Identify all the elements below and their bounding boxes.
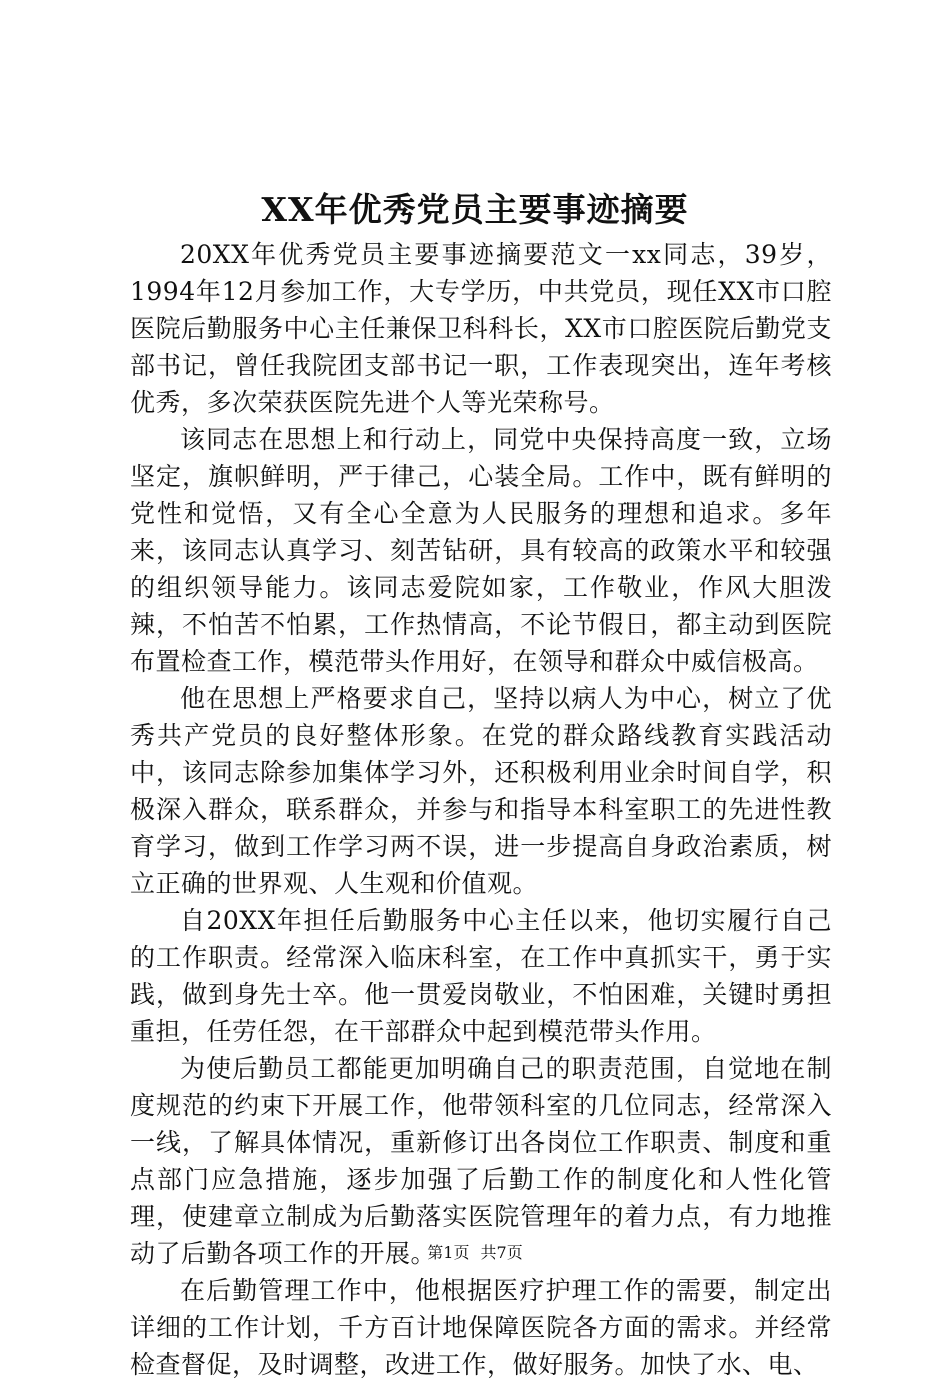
paragraph-6: 在后勤管理工作中，他根据医疗护理工作的需要，制定出详细的工作计划，千方百计地保障医院各方面的需求。并经常检查督促，及时调整，改进工作，做好服务。加快了水、电、 bbox=[130, 1276, 832, 1379]
paragraph-5: 为使后勤员工都能更加明确自己的职责范围，自觉地在制度规范的约束下开展工作，他带领科室的几位同志，经常深入一线，了解具体情况，重新修订出各岗位工作职责、制度和重点部门应急措施，逐步加强了后勤工作的制度化和人性化管理，使建章立制成为后勤落实医院管理年的着力点，有力地推动了后勤各项工作的开展。 bbox=[130, 1054, 832, 1268]
paragraph-4: 自20XX年担任后勤服务中心主任以来，他切实履行自己的工作职责。经常深入临床科室，在工作中真抓实干，勇于实践，做到身先士卒。他一贯爱岗敬业，不怕困难，关键时勇担重担，任劳任怨，在干部群众中起到模范带头作用。 bbox=[130, 906, 832, 1046]
page-total: 共7页 bbox=[480, 1243, 523, 1262]
document-title: XX年优秀党员主要事迹摘要 bbox=[261, 190, 689, 229]
document-body bbox=[130, 236, 832, 1383]
page-footer bbox=[0, 1242, 950, 1264]
paragraph-1: 20XX年优秀党员主要事迹摘要范文一xx同志，39岁，1994年12月参加工作，大专学历，中共党员，现任XX市口腔医院后勤服务中心主任兼保卫科科长，XX市口腔医院后勤党支部书记，曾任我院团支部书记一职，工作表现突出，连年考核优秀，多次荣获医院先进个人等光荣称号。 bbox=[130, 240, 832, 417]
page-number: 第1页 bbox=[427, 1243, 470, 1262]
paragraph-2: 该同志在思想上和行动上，同党中央保持高度一致，立场坚定，旗帜鲜明，严于律己，心装全局。工作中，既有鲜明的党性和觉悟，又有全心全意为人民服务的理想和追求。多年来，该同志认真学习、刻苦钻研，具有较高的政策水平和较强的组织领导能力。该同志爱院如家，工作敬业，作风大胆泼辣，不怕苦不怕累，工作热情高，不论节假日，都主动到医院布置检查工作，模范带头作用好，在领导和群众中威信极高。 bbox=[130, 425, 832, 676]
paragraph-3: 他在思想上严格要求自己，坚持以病人为中心，树立了优秀共产党员的良好整体形象。在党的群众路线教育实践活动中，该同志除参加集体学习外，还积极利用业余时间自学，积极深入群众，联系群众，并参与和指导本科室职工的先进性教育学习，做到工作学习两不误，进一步提高自身政治素质，树立正确的世界观、人生观和价值观。 bbox=[130, 684, 832, 898]
